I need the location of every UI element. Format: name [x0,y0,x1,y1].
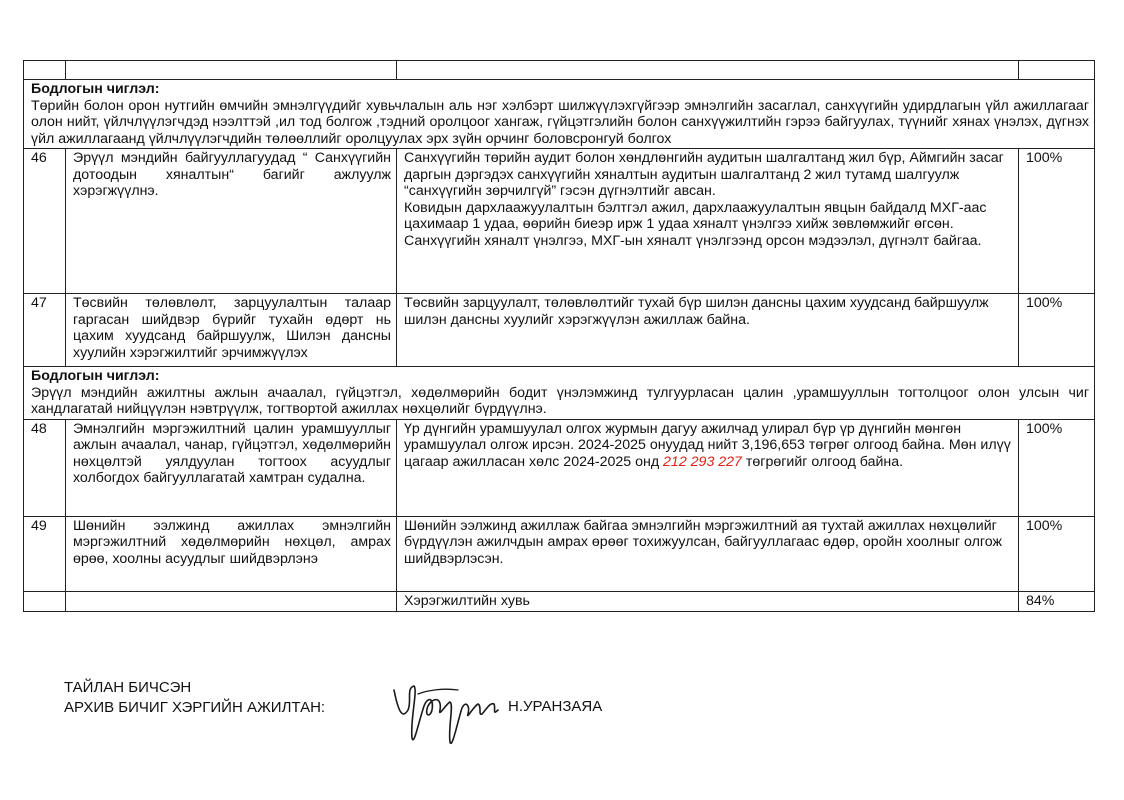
table-row [24,419,1095,516]
percent-cell: 100% [1019,419,1095,516]
task-cell [66,294,397,367]
task-text: Эрүүл мэндийн байгууллагуудад “ Санхүүгийн дотоодын хяналтын“ багийг ажлуулж хэрэгжүүлнэ. [73,150,391,199]
signature-title: ТАЙЛАН БИЧСЭН [64,679,192,696]
implementation-table [23,60,1095,612]
task-cell [66,516,397,591]
result-cell [397,419,1019,516]
policy-label: Бодлогын чиглэл: [31,368,160,384]
task-cell [66,419,397,516]
row-number: 47 [24,294,66,367]
handwritten-signature [388,680,503,752]
total-row [24,591,1095,611]
signature-block [64,678,325,718]
task-cell [66,149,397,294]
header-cell [66,61,397,80]
result-paragraph: Төсвийн зарцуулалт, төлөвлөлтийг тухай бүр шилэн дансны цахим хуудсанд байршуулж шилэн дансны хуулийг хэрэгжүүлэн ажиллаж байна. [404,295,989,328]
signature-position: АРХИВ БИЧИГ ХЭРГИЙН АЖИЛТАН: [64,699,326,716]
result-paragraph: Ковидын дархлаажуулалтын бэлтгэл ажил, дархлаажуулалтын явцын байдалд МХГ-аас цахимаар 1 удаа, өөрийн биеэр ирж 1 удаа хяналт үнэлгээ хийж зөвлөмжийг өгсөн. [404,199,987,232]
percent-cell: 100% [1019,516,1095,591]
policy-text: Төрийн болон орон нутгийн өмчийн эмнэлгүүдийг хувьчлалын аль нэг хэлбэрт шилжүүлэхгүйгээр эмнэлгийн засаглал, санхүүгийн удирдлагын үйл ажиллагааг олон нийт, үйлчлүүлэгчдэд нээлттэй ,ил тод болгож ,тэдний оролцоог хангаж, гүйцэтгэлийн болон санхүүжилтийн гэрээ байгуулах, түүнийг хянах үнэлэх, дүгнэх үйл ажиллагаанд үйлчлүүлэгчдийн төлөөллийг оролцуулах эрх зүйн орчинг боловсронгуй болгох [31,97,1089,147]
policy-row [24,80,1095,149]
result-paragraph [404,421,1013,471]
row-number: 48 [24,419,66,516]
empty-cell [24,591,66,611]
table-row [24,516,1095,591]
result-text: Үр дүнгийн урамшуулал олгох журмын дагуу ажилчад улирал бүр үр дүнгийн мөнгөн урамшуулал олгож ирсэн. 2024-2025 онуудад нийт 3,196,653 төгрөг олгоод байна. Мөн илүү цагаар ажилласан хөлс 2024-2025 онд [404,420,1011,470]
header-cell [397,61,1019,80]
empty-cell [66,591,397,611]
result-text: төгрөгийг олгоод байна. [741,453,904,470]
policy-label: Бодлогын чиглэл: [31,81,160,97]
total-label: Хэрэгжилтийн хувь [397,591,1019,611]
policy-cell [24,80,1095,149]
task-text: Эмнэлгийн мэргэжилтний цалин урамшууллыг ажлын ачаалал, чанар, гүйцэтгэл, хөдөлмөрийн нөхцөлтэй уялдуулан тогтоох асуудлыг холбогдох байгууллагатай хамтран судална. [73,420,391,486]
policy-cell [24,367,1095,420]
signatory-name: Н.УРАНЗАЯА [508,698,603,715]
result-paragraph: Шөнийн ээлжинд ажиллаж байгаа эмнэлгийн мэргэжилтний ая тухтай ажиллах нөхцөлийг бүрдүүлэн ажилчдын амрах өрөөг тохижуулсан, байгууллагаас өдөр, оройн хоолныг олгож шийдвэрлэсэн. [404,517,1002,567]
result-paragraph: Санхүүгийн төрийн аудит болон хөндлөнгийн аудитын шалгалтанд жил бүр, Аймгийн засаг даргын дэргэдэх санхүүгийн хяналтын аудитын шалгалтанд 2 жил тутамд шалгуулж “санхүүгийн зөрчилгүй” гэсэн дүгнэлтийг авсан. [404,150,1004,199]
task-text: Шөнийн ээлжинд ажиллах эмнэлгийн мэргэжилтний хөдөлмөрийн нөхцөл, амрах өрөө, хоолны асуудлыг шийдвэрлэнэ [73,517,391,567]
header-cell [24,61,66,80]
row-number: 49 [24,516,66,591]
table-header-row [24,61,1095,80]
result-cell [397,149,1019,294]
task-text: Төсвийн төлөвлөлт, зарцуулалтын талаар гаргасан шийдвэр бүрийг тухайн өдөрт нь цахим хуудсанд байршуулж, Шилэн дансны хуулийн хэрэгжилтийг эрчимжүүлэх [73,295,391,361]
result-cell [397,294,1019,367]
total-percent: 84% [1019,591,1095,611]
table-row [24,149,1095,294]
percent-cell: 100% [1019,294,1095,367]
header-cell [1019,61,1095,80]
highlighted-amount: 212 293 227 [663,453,742,470]
result-cell [397,516,1019,591]
result-paragraph: Санхүүгийн хяналт үнэлгээ, МХГ-ын хяналт үнэлгээнд орсон мэдээлэл, дүгнэлт байгаа. [404,232,982,249]
percent-cell: 100% [1019,149,1095,294]
row-number: 46 [24,149,66,294]
policy-row [24,367,1095,420]
table-row [24,294,1095,367]
policy-text: Эрүүл мэндийн ажилтны ажлын ачаалал, гүйцэтгэл, хөдөлмөрийн бодит үнэлэмжинд тулгуурласан цалин ,урамшууллын тогтолцоог олон улсын чиг хандлагатай нийцүүлэн нэвтрүүлж, тогтвортой ажиллах нөхцөлийг бүрдүүлнэ. [31,384,1089,417]
